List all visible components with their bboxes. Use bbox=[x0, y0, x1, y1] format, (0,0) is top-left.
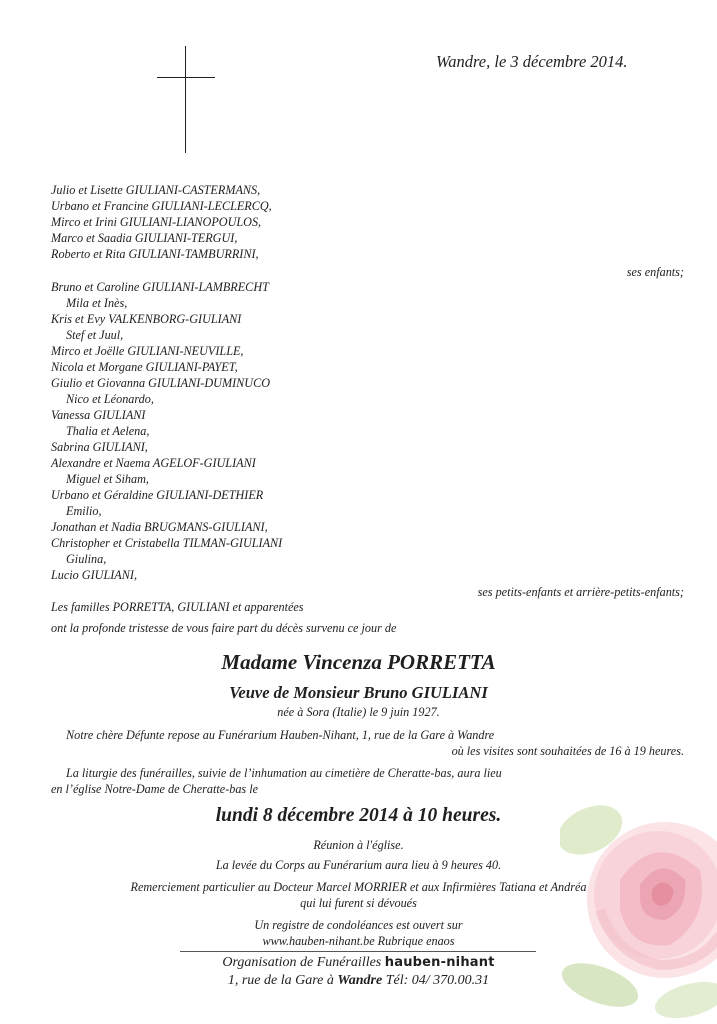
child-line: Julio et Lisette GIULIANI-CASTERMANS, bbox=[51, 183, 261, 197]
grandchild-line: Mila et Inès, bbox=[66, 296, 128, 310]
rest-line: Notre chère Défunte repose au Funérarium Hauben-Nihant, 1, rue de la Gare à Wandre bbox=[66, 728, 495, 742]
child-line: Mirco et Irini GIULIANI-LIANOPOULOS, bbox=[51, 215, 262, 229]
grandchild-line: Vanessa GIULIANI bbox=[51, 408, 146, 422]
grandchild-line: Mirco et Joëlle GIULIANI-NEUVILLE, bbox=[51, 344, 244, 358]
families-line: Les familles PORRETTA, GIULIANI et apparentées bbox=[51, 600, 304, 614]
announcement-line: ont la profonde tristesse de vous faire part du décès survenu ce jour de bbox=[51, 621, 397, 635]
grandchildren-label: ses petits-enfants et arrière-petits-enfants; bbox=[477, 585, 684, 599]
footer-divider bbox=[180, 951, 536, 952]
grandchild-line: Christopher et Cristabella TILMAN-GIULIANI bbox=[51, 536, 283, 550]
levee-info: La levée du Corps au Funérarium aura lieu à 9 heures 40. bbox=[215, 858, 502, 872]
registry-line: Un registre de condoléances est ouvert sur bbox=[254, 918, 463, 932]
address-prefix: 1, rue de la Gare à bbox=[227, 973, 334, 988]
thanks-line: qui lui furent si dévoués bbox=[300, 896, 417, 910]
child-line: Urbano et Francine GIULIANI-LECLERCQ, bbox=[51, 199, 272, 213]
address-city: Wandre bbox=[337, 973, 383, 988]
ceremony-date: lundi 8 décembre 2014 à 10 heures. bbox=[215, 805, 502, 826]
grandchild-line: Jonathan et Nadia BRUGMANS-GIULIANI, bbox=[51, 520, 268, 534]
liturgy-line: en l’église Notre-Dame de Cheratte-bas le bbox=[51, 782, 259, 796]
thanks-line: Remerciement particulier au Docteur Marcel MORRIER et aux Infirmières Tatiana et Andréa bbox=[130, 880, 587, 894]
grandchild-line: Alexandre et Naema AGELOF-GIULIANI bbox=[51, 456, 256, 470]
address-line bbox=[0, 973, 717, 989]
grandchild-line: Sabrina GIULIANI, bbox=[51, 440, 148, 454]
deceased-name: Madame Vincenza PORRETTA bbox=[221, 650, 496, 674]
grandchild-line: Nico et Léonardo, bbox=[66, 392, 154, 406]
registry-link[interactable]: www.hauben-nihant.be Rubrique enaos bbox=[262, 934, 455, 948]
grandchild-line: Emilio, bbox=[66, 504, 102, 518]
widow-of: Veuve de Monsieur Bruno GIULIANI bbox=[229, 683, 488, 702]
meeting-info: Réunion à l'église. bbox=[313, 838, 404, 852]
liturgy-line: La liturgie des funérailles, suivie de l’inhumation au cimetière de Cheratte-bas, aura lieu bbox=[66, 766, 502, 780]
children-label: ses enfants; bbox=[626, 265, 684, 279]
grandchild-line: Urbano et Géraldine GIULIANI-DETHIER bbox=[51, 488, 264, 502]
grandchild-line: Thalia et Aelena, bbox=[66, 424, 150, 438]
grandchild-line: Kris et Evy VALKENBORG-GIULIANI bbox=[51, 312, 242, 326]
grandchild-line: Stef et Juul, bbox=[66, 328, 124, 342]
announcement-date: Wandre, le 3 décembre 2014. bbox=[436, 52, 628, 71]
birth-info: née à Sora (Italie) le 9 juin 1927. bbox=[277, 705, 440, 719]
grandchild-line: Lucio GIULIANI, bbox=[51, 568, 137, 582]
organizer-line bbox=[0, 955, 717, 971]
cross-icon-bar bbox=[157, 77, 215, 78]
visits-line: où les visites sont souhaitées de 16 à 19 heures. bbox=[451, 744, 684, 758]
child-line: Marco et Saadia GIULIANI-TERGUI, bbox=[51, 231, 238, 245]
cross-icon bbox=[185, 46, 186, 153]
organizer-logo: hauben-nihant bbox=[384, 955, 495, 970]
grandchild-line: Bruno et Caroline GIULIANI-LAMBRECHT bbox=[51, 280, 269, 294]
grandchild-line: Giulio et Giovanna GIULIANI-DUMINUCO bbox=[51, 376, 271, 390]
grandchild-line: Nicola et Morgane GIULIANI-PAYET, bbox=[51, 360, 238, 374]
organizer-prefix: Organisation de Funérailles bbox=[222, 955, 382, 970]
child-line: Roberto et Rita GIULIANI-TAMBURRINI, bbox=[51, 247, 259, 261]
phone-number: Tél: 04/ 370.00.31 bbox=[385, 973, 490, 988]
grandchild-line: Giulina, bbox=[66, 552, 107, 566]
grandchild-line: Miguel et Siham, bbox=[66, 472, 149, 486]
